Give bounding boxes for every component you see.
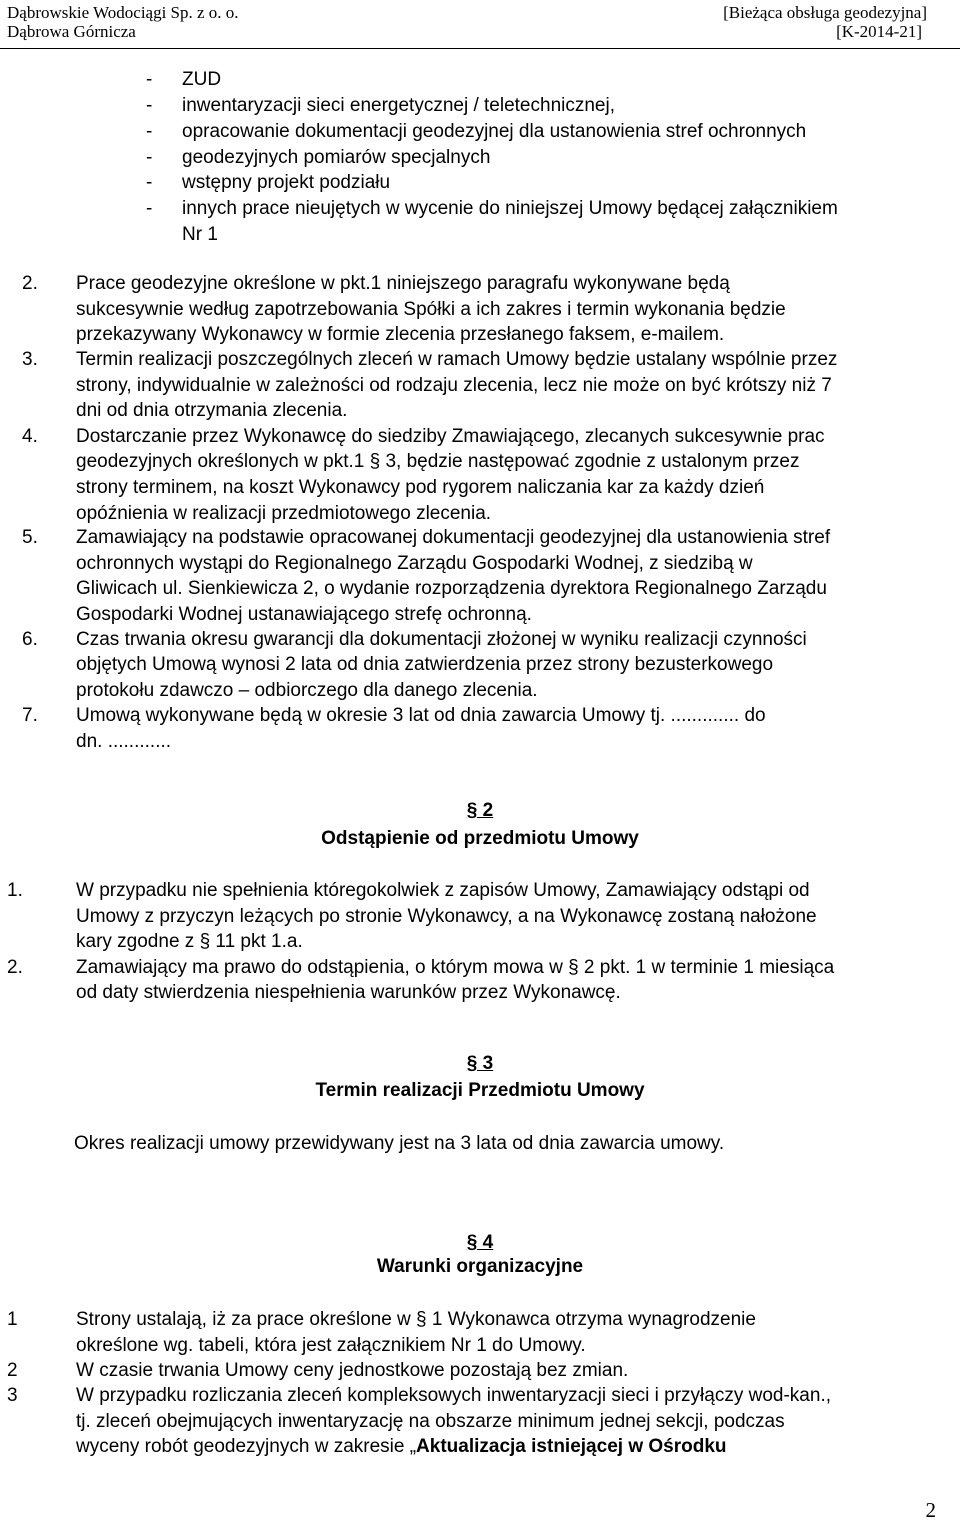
text-line: Umowy z przyczyn leżących po stronie Wykonawcy, a na Wykonawcę zostaną nałożone <box>76 906 817 927</box>
bullet-item: - ZUD <box>146 69 222 90</box>
text-line: dn. ............ <box>76 731 172 752</box>
document-title: [Bieżąca obsługa geodezyjna] <box>723 3 927 22</box>
document-code: [K-2014-21] <box>836 22 922 41</box>
text-line: kary zgodne z § 11 pkt 1.a. <box>76 931 303 952</box>
text-line: objętych Umową wynosi 2 lata od dnia zatwierdzenia przez strony bezusterkowego <box>76 654 774 675</box>
text-line: W przypadku rozliczania zleceń kompleksowych inwentaryzacji sieci i przyłączy wod-kan., <box>76 1385 831 1406</box>
text-line: Strony ustalają, iż za prace określone w § 1 Wykonawca otrzyma wynagrodzenie <box>76 1309 756 1330</box>
text-line: Dostarczanie przez Wykonawcę do siedziby Zmawiającego, zlecanych sukcesywnie prac <box>76 426 825 447</box>
text-line: strony, indywidualnie w zależności od rodzaju zlecenia, lecz nie może on być krótszy niż 7 <box>76 375 832 396</box>
item-number: 3 <box>7 1385 18 1406</box>
section-sign: § 3 <box>466 1053 494 1074</box>
text-line: strony terminem, na koszt Wykonawcy pod rygorem naliczania kar za każdy dzień <box>76 477 765 498</box>
text-line: ochronnych wystąpi do Regionalnego Zarządu Gospodarki Wodnej, z siedzibą w <box>76 553 753 574</box>
item-number: 2. <box>22 273 38 294</box>
item-number: 1. <box>7 880 23 901</box>
text-line: Zamawiający ma prawo do odstąpienia, o którym mowa w § 2 pkt. 1 w terminie 1 miesiąca <box>76 957 835 978</box>
text-line: sukcesywnie według zapotrzebowania Spółki a ich zakres i termin wykonania będzie <box>76 299 786 320</box>
text-line: przekazywany Wykonawcy w formie zlecenia przesłanego faksem, e-mailem. <box>76 324 725 345</box>
paragraph: Okres realizacji umowy przewidywany jest na 3 lata od dnia zawarcia umowy. <box>74 1133 725 1154</box>
text-line: geodezyjnych określonych w pkt.1 § 3, będzie następować zgodnie z ustalonym przez <box>76 451 800 472</box>
item-number: 1 <box>7 1309 18 1330</box>
item-number: 2. <box>7 957 23 978</box>
text-line: protokołu zdawczo – odbiorczego dla danego zlecenia. <box>76 680 538 701</box>
company-name: Dąbrowskie Wodociągi Sp. z o. o. <box>7 3 239 22</box>
page-number: 2 <box>925 1498 936 1522</box>
section-title: Termin realizacji Przedmiotu Umowy <box>315 1080 645 1101</box>
text-line: Umową wykonywane będą w okresie 3 lat od dnia zawarcia Umowy tj. ............. do <box>76 705 766 726</box>
item-number: 7. <box>22 705 38 726</box>
bold-phrase: Aktualizacja istniejącej w Ośrodku <box>416 1436 727 1457</box>
item-number: 6. <box>22 629 38 650</box>
text-line: Gliwicach ul. Sienkiewicza 2, o wydanie rozporządzenia dyrektora Regionalnego Zarządu <box>76 578 827 599</box>
bullet-item: - opracowanie dokumentacji geodezyjnej dla ustanowienia stref ochronnych <box>146 121 807 142</box>
text-line: Prace geodezyjne określone w pkt.1 niniejszego paragrafu wykonywane będą <box>76 273 730 294</box>
item-number: 5. <box>22 527 38 548</box>
section-title: Warunki organizacyjne <box>376 1256 584 1277</box>
page-header <box>0 0 960 49</box>
text-line: dni od dnia otrzymania zlecenia. <box>76 400 348 421</box>
text-line: od daty stwierdzenia niespełnienia warunków przez Wykonawcę. <box>76 982 621 1003</box>
bullet-item: - inwentaryzacji sieci energetycznej / teletechnicznej, <box>146 95 615 116</box>
item-number: 4. <box>22 426 38 447</box>
company-city: Dąbrowa Górnicza <box>7 22 136 41</box>
bullet-item: - geodezyjnych pomiarów specjalnych <box>146 147 491 168</box>
text-line: Gospodarki Wodnej ustanawiającego strefę ochronną. <box>76 604 532 625</box>
item-number: 2 <box>7 1360 18 1381</box>
bullet-continuation: Nr 1 <box>182 224 218 245</box>
item-number: 3. <box>22 349 38 370</box>
section-sign: § 2 <box>466 800 494 821</box>
bullet-item: - innych prace nieujętych w wycenie do niniejszej Umowy będącej załącznikiem <box>146 198 838 219</box>
text-line: W przypadku nie spełnienia któregokolwiek z zapisów Umowy, Zamawiający odstąpi od <box>76 880 810 901</box>
section-sign: § 4 <box>466 1232 494 1253</box>
text-line: tj. zleceń obejmujących inwentaryzację na obszarze minimum jednej sekcji, podczas <box>76 1411 785 1432</box>
text-line: wyceny robót geodezyjnych w zakresie „Aktualizacja istniejącej w Ośrodku <box>76 1436 727 1457</box>
text-line: Termin realizacji poszczególnych zleceń w ramach Umowy będzie ustalany wspólnie przez <box>76 349 838 370</box>
text-line: opóźnienia w realizacji przedmiotowego zlecenia. <box>76 503 492 524</box>
bullet-item: - wstępny projekt podziału <box>146 172 391 193</box>
text-line: Czas trwania okresu gwarancji dla dokumentacji złożonej w wyniku realizacji czynności <box>76 629 807 650</box>
text-line: Zamawiający na podstawie opracowanej dokumentacji geodezyjnej dla ustanowienia stref <box>76 527 831 548</box>
section-title: Odstąpienie od przedmiotu Umowy <box>321 828 639 849</box>
text-line: W czasie trwania Umowy ceny jednostkowe pozostają bez zmian. <box>76 1360 629 1381</box>
text-line: określone wg. tabeli, która jest załącznikiem Nr 1 do Umowy. <box>76 1335 586 1356</box>
